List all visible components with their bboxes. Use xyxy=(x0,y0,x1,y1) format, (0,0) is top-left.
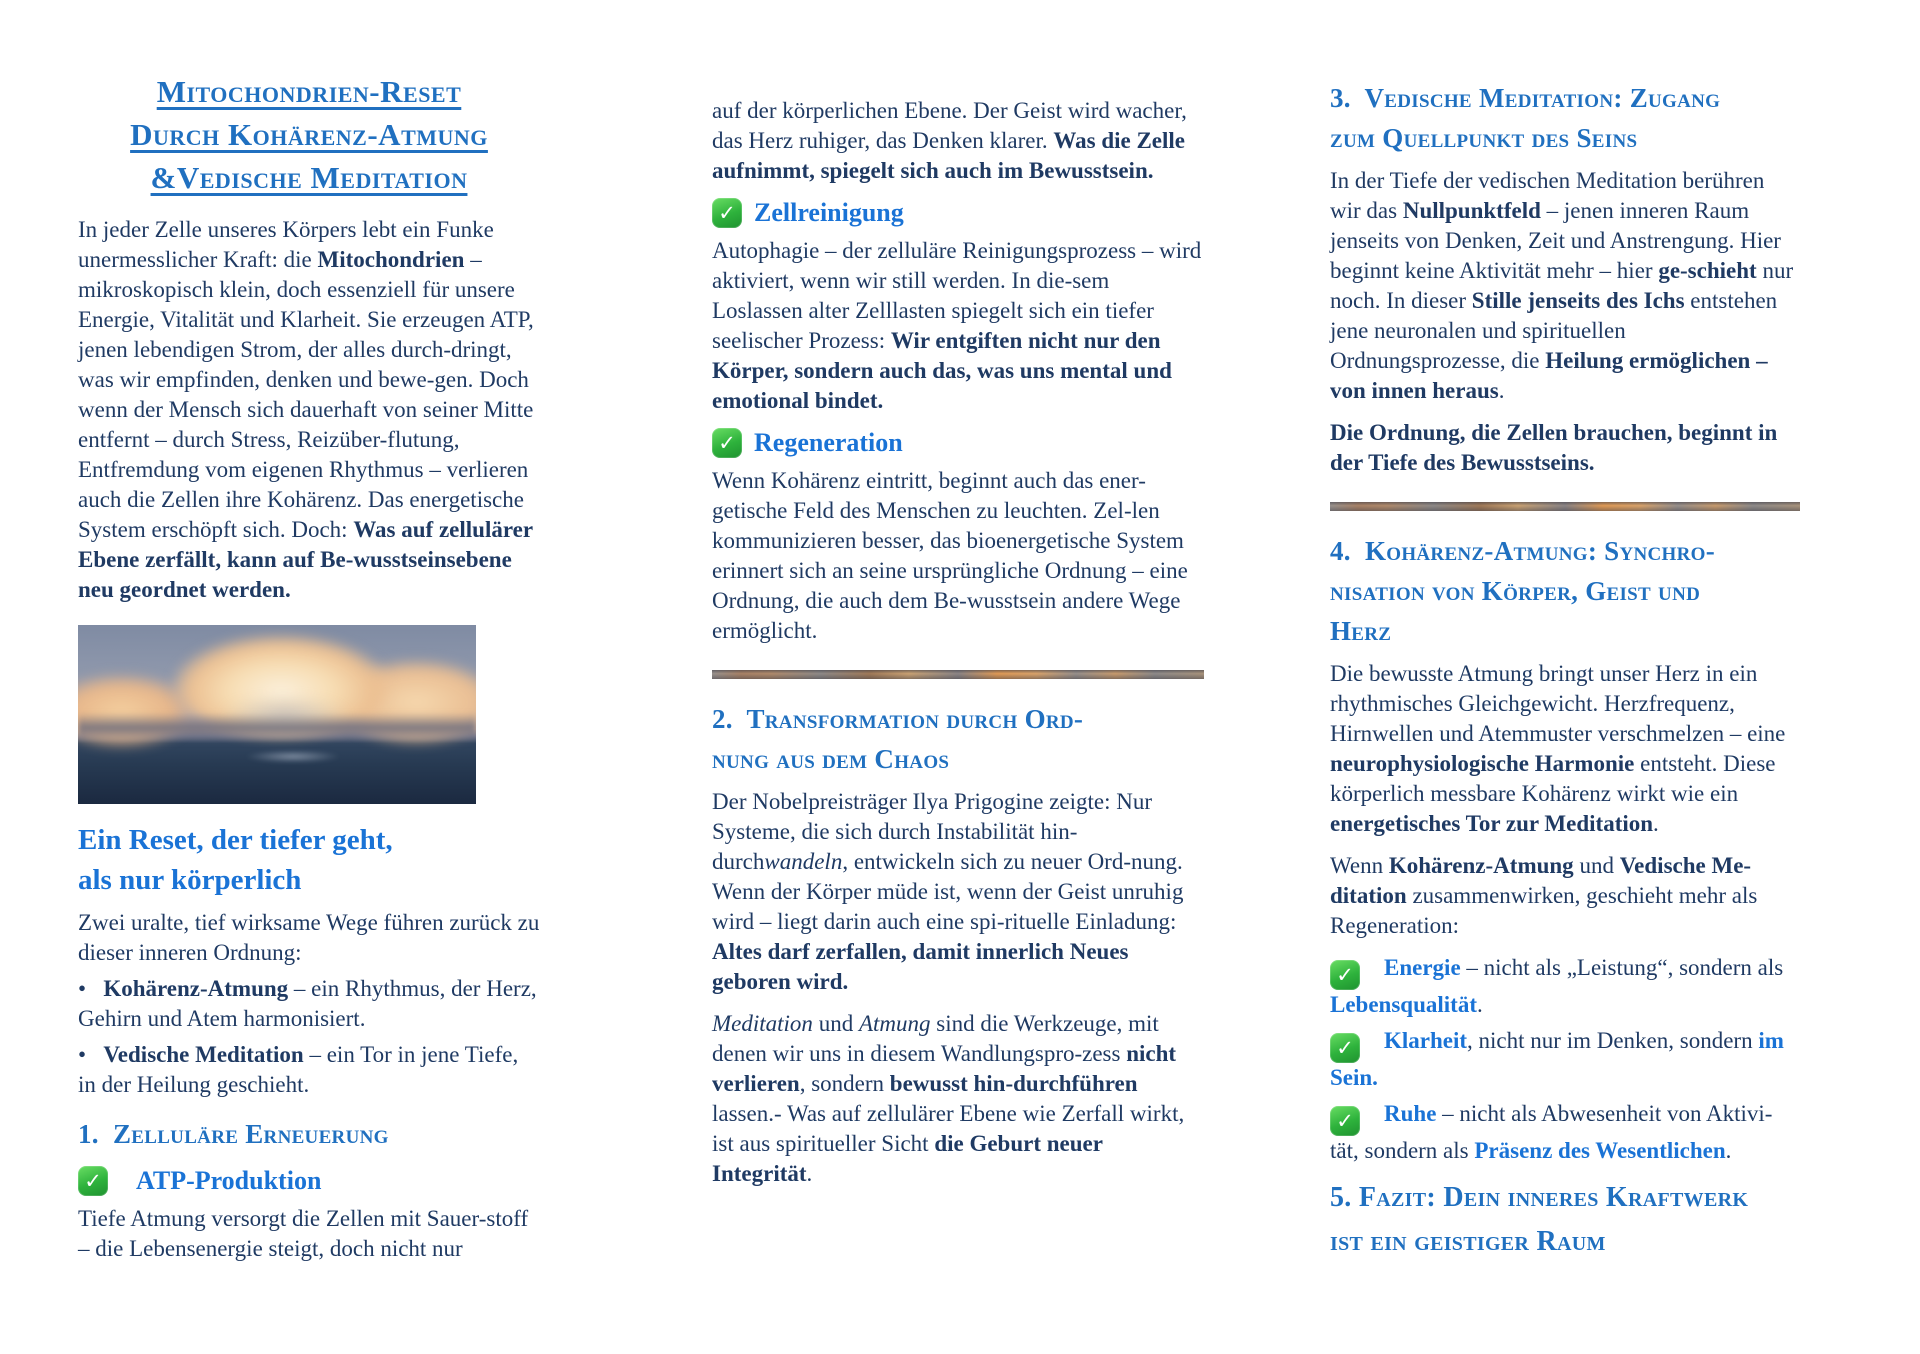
benefit-item-klarheit xyxy=(1330,1026,1800,1093)
cloud-shape xyxy=(78,713,476,743)
sunset-strip-divider xyxy=(1330,502,1800,511)
reset-subheading: Ein Reset, der tiefer geht, als nur körperlich xyxy=(78,824,393,896)
benefit-text: Ruhe – nicht als Abwesenheit von Aktivi-tät, sondern als Präsenz des Wesentlichen. xyxy=(1330,1101,1773,1163)
bullet-vedische-meditation: • Vedische Meditation – ein Tor in jene Tiefe, in der Heilung geschieht. xyxy=(78,1042,519,1097)
bullet-koharenz-atmung: • Kohärenz-Atmung – ein Rhythmus, der Herz, Gehirn und Atem harmonisiert. xyxy=(78,976,537,1031)
zellreinigung-heading xyxy=(712,198,1204,228)
check-heading-label: Regeneration xyxy=(754,428,903,457)
zusammenwirken-paragraph: Wenn Kohärenz-Atmung und Vedische Me-ditation zusammenwirken, geschieht mehr als Regeneration: xyxy=(1330,853,1758,938)
check-heading-label: ATP-Produktion xyxy=(136,1166,322,1195)
benefit-text: Energie – nicht als „Leistung“, sondern als Lebensqualität. xyxy=(1330,955,1784,1017)
benefit-item-energie xyxy=(1330,953,1800,1020)
atmung-harmonie-paragraph: Die bewusste Atmung bringt unser Herz in ein rhythmisches Gleichgewicht. Herzfrequenz, Hirnwellen und Atemmuster verschmelzen – eine neurophysiologische Harmonie entsteht. Diese körperlich messbare Kohärenz wirkt wie ein energetisches Tor zur Meditation. xyxy=(1330,661,1786,836)
check-heading-label: Zellreinigung xyxy=(754,198,904,227)
atp-produktion-heading xyxy=(78,1166,540,1196)
regeneration-heading xyxy=(712,428,1204,458)
nullpunktfeld-paragraph: In der Tiefe der vedischen Meditation berühren wir das Nullpunktfeld – jenen inneren Raum jenseits von Denken, Zeit und Anstrengung. Hier beginnt keine Aktivität mehr – hier ge-schieht nur noch. In dieser Stille jenseits des Ichs entstehen jene neuronalen und spirituellen Ordnungsprozesse, die Heilung ermöglichen – von innen heraus. xyxy=(1330,168,1794,403)
check-icon: ✓ xyxy=(1330,1033,1360,1063)
check-icon: ✓ xyxy=(1330,1106,1360,1136)
section-3-heading: 3. Vedische Meditation: Zugang zum Quellpunkt des Seins xyxy=(1330,83,1721,153)
section-2-heading: 2. Transformation durch Ord- nung aus dem Chaos xyxy=(712,704,1084,774)
ordnung-bold-paragraph: Die Ordnung, die Zellen brauchen, beginnt in der Tiefe des Bewusstseins. xyxy=(1330,420,1778,475)
prigogine-paragraph: Der Nobelpreisträger Ilya Prigogine zeigte: Nur Systeme, die sich durch Instabilität hin-durchwandeln, entwickeln sich zu neuer Ord-nung. Wenn der Körper müde ist, wenn der Geist unruhig wird – liegt darin auch eine spi-rituelle Einladung: Altes darf zerfallen, damit innerlich Neues geboren wird. xyxy=(712,789,1184,994)
werkzeuge-paragraph: Meditation und Atmung sind die Werkzeuge, mit denen wir uns in diesem Wandlungspro-zess nicht verlieren, sondern bewusst hin-durchführen lassen.- Was auf zellulärer Ebene wie Zerfall wirkt, ist aus spiritueller Sicht die Geburt neuer Integrität. xyxy=(712,1011,1185,1186)
sea-reflection-shape xyxy=(245,750,341,763)
benefit-item-ruhe xyxy=(1330,1099,1800,1166)
check-icon: ✓ xyxy=(1330,960,1360,990)
check-icon: ✓ xyxy=(712,428,742,458)
regeneration-paragraph: Wenn Kohärenz eintritt, beginnt auch das ener-getische Feld des Menschen zu leuchten. Zel-len kommunizieren besser, das bioenergetische System erinnert sich an seine ursprüngliche Ordnung – eine Ordnung, die auch dem Be-wusstsein andere Wege ermöglicht. xyxy=(712,468,1188,643)
zellreinigung-paragraph: Autophagie – der zelluläre Reinigungsprozess – wird aktiviert, wenn wir still werden. In die-sem Loslassen alter Zelllasten spiegelt sich ein tiefer seelischer Prozess: Wir entgiften nicht nur den Körper, sondern auch das, was uns mental und emotional bindet. xyxy=(712,238,1202,413)
check-icon: ✓ xyxy=(712,198,742,228)
benefit-text: Klarheit, nicht nur im Denken, sondern im Sein. xyxy=(1330,1028,1784,1090)
continuation-paragraph: auf der körperlichen Ebene. Der Geist wird wacher, das Herz ruhiger, das Denken klarer. Was die Zelle aufnimmt, spiegelt sich auch im Bewusstsein. xyxy=(712,98,1187,183)
check-icon: ✓ xyxy=(78,1166,108,1196)
sunset-strip-divider xyxy=(712,670,1204,679)
intro-paragraph: In jeder Zelle unseres Körpers lebt ein Funke unermesslicher Kraft: die Mitochondrien – mikroskopisch klein, doch essenziell für unsere Energie, Vitalität und Klarheit. Sie erzeugen ATP, jenen lebendigen Strom, der alles durch-dringt, was wir empfinden, denken und bewe-gen. Doch wenn der Mensch sich dauerhaft von seiner Mitte entfernt – durch Stress, Reizüber-flutung, Entfremdung vom eigenen Rhythmus – verlieren auch die Zellen ihre Kohärenz. Das energetische System erschöpft sich. Doch: Was auf zellulärer Ebene zerfällt, kann auf Be-wusstseinsebene neu geordnet werden. xyxy=(78,217,534,602)
section-5-heading: 5. Fazit: Dein inneres Kraftwerk ist ein geistiger Raum xyxy=(1330,1182,1749,1257)
doc-title: Mitochondrien-Reset Durch Kohärenz-Atmung &Vedische Meditation xyxy=(130,74,488,195)
ways-intro-paragraph: Zwei uralte, tief wirksame Wege führen zurück zu dieser inneren Ordnung: xyxy=(78,910,540,965)
section-4-heading: 4. Kohärenz-Atmung: Synchro- nisation von Körper, Geist und Herz xyxy=(1330,536,1716,646)
right-panel xyxy=(1330,0,1800,1272)
left-panel xyxy=(78,0,540,1276)
section-1-heading: 1. Zelluläre Erneuerung xyxy=(78,1119,389,1149)
atp-paragraph: Tiefe Atmung versorgt die Zellen mit Sauer-stoff – die Lebensenergie steigt, doch nicht nur xyxy=(78,1206,529,1261)
middle-panel xyxy=(712,0,1204,1201)
sunset-ocean-photo xyxy=(78,625,476,804)
